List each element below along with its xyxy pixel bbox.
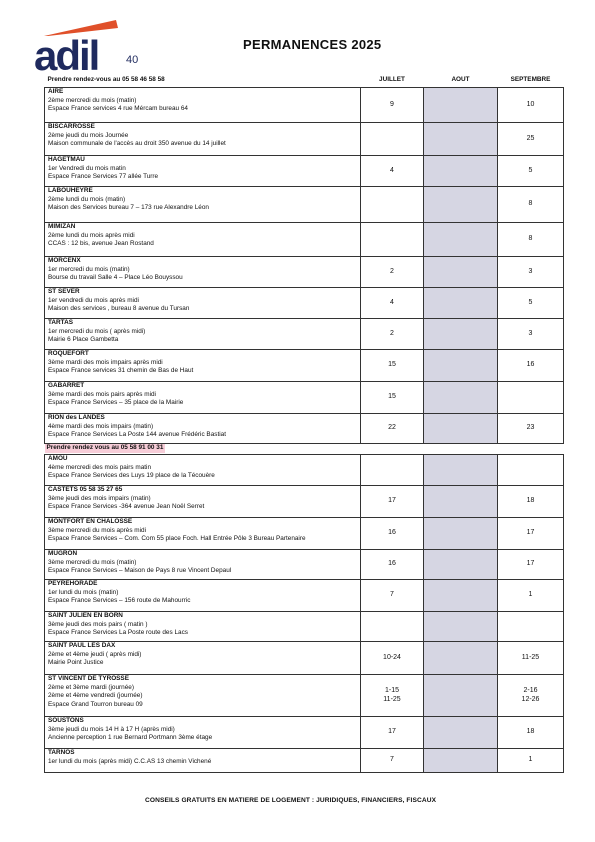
location-detail: 2ème et 4ème jeudi ( après midi) bbox=[48, 650, 142, 658]
aout-cell bbox=[424, 414, 498, 444]
logo-number: 40 bbox=[126, 54, 139, 66]
location-detail: 1er lundi du mois (après midi) C.C.AS 13 chemin Vichené bbox=[48, 757, 212, 765]
location-name: SAINT JULIEN EN BORN bbox=[48, 612, 123, 619]
location-name: MORCENX bbox=[48, 257, 81, 264]
location-detail: Espace France Services La Poste route des Lacs bbox=[48, 629, 188, 637]
location-detail: 3ème mardi des mois impairs après midi bbox=[48, 358, 163, 366]
juillet-value bbox=[361, 612, 424, 642]
location-cell bbox=[45, 717, 361, 749]
location-cell bbox=[45, 123, 361, 156]
col-septembre: SEPTEMBRE bbox=[498, 76, 564, 88]
juillet-value bbox=[361, 123, 424, 156]
page-title: PERMANENCES 2025 bbox=[243, 37, 382, 52]
septembre-value: 2-16 12-26 bbox=[498, 675, 564, 717]
aout-cell bbox=[424, 319, 498, 350]
septembre-value: 17 bbox=[498, 518, 564, 550]
table-row bbox=[45, 257, 564, 288]
juillet-value: 4 bbox=[361, 156, 424, 187]
col-aout: AOUT bbox=[424, 76, 498, 88]
location-detail: 3ème mardi des mois pairs après midi bbox=[48, 390, 156, 398]
septembre-value bbox=[498, 455, 564, 486]
aout-cell bbox=[424, 749, 498, 773]
location-name: MONTFORT EN CHALOSSE bbox=[48, 518, 133, 525]
juillet-value bbox=[361, 187, 424, 223]
location-detail: Mairie Point Justice bbox=[48, 659, 104, 667]
table-row bbox=[45, 486, 564, 518]
septembre-value: 16 bbox=[498, 350, 564, 382]
juillet-value: 10-24 bbox=[361, 642, 424, 675]
table-header bbox=[45, 76, 564, 88]
location-cell bbox=[45, 642, 361, 675]
logo-text: adil bbox=[34, 32, 99, 79]
septembre-value bbox=[498, 612, 564, 642]
location-name: ST SEVER bbox=[48, 288, 80, 295]
location-name: MIMIZAN bbox=[48, 223, 76, 230]
location-detail: Maison communale de l'accès au droit 350 avenue du 14 juillet bbox=[48, 140, 226, 148]
location-detail: Espace France Services La Poste 144 avenue Frédéric Bastiat bbox=[48, 431, 226, 439]
location-cell bbox=[45, 223, 361, 257]
table-row bbox=[45, 350, 564, 382]
juillet-value: 17 bbox=[361, 717, 424, 749]
phone-separator-row bbox=[45, 444, 564, 455]
phone-header: Prendre rendez-vous au 05 58 46 58 58 bbox=[45, 76, 361, 88]
juillet-value: 7 bbox=[361, 580, 424, 612]
aout-cell bbox=[424, 675, 498, 717]
location-name: SOUSTONS bbox=[48, 717, 84, 724]
location-name: PEYREHORADE bbox=[48, 580, 98, 587]
table-row bbox=[45, 518, 564, 550]
septembre-value: 3 bbox=[498, 319, 564, 350]
juillet-value: 15 bbox=[361, 350, 424, 382]
location-cell bbox=[45, 257, 361, 288]
location-cell bbox=[45, 675, 361, 717]
location-name: MUGRON bbox=[48, 550, 78, 557]
septembre-value: 3 bbox=[498, 257, 564, 288]
location-detail: Espace France Services – Maison de Pays 8 rue Vincent Depaul bbox=[48, 567, 232, 575]
septembre-value: 18 bbox=[498, 486, 564, 518]
juillet-value: 2 bbox=[361, 319, 424, 350]
aout-cell bbox=[424, 187, 498, 223]
aout-cell bbox=[424, 88, 498, 123]
location-name: RION des LANDES bbox=[48, 414, 105, 421]
aout-cell bbox=[424, 642, 498, 675]
table-row bbox=[45, 455, 564, 486]
location-detail: 3ème jeudi du mois 14 H à 17 H (après midi) bbox=[48, 725, 175, 733]
location-detail: 1er mercredi du mois ( après midi) bbox=[48, 327, 146, 335]
location-detail: 2ème et 3ème mardi (journée) bbox=[48, 683, 134, 691]
septembre-value: 5 bbox=[498, 288, 564, 319]
location-detail: 3ème mercredi du mois (matin) bbox=[48, 558, 137, 566]
juillet-value: 16 bbox=[361, 518, 424, 550]
footer-note: CONSEILS GRATUITS EN MATIERE DE LOGEMENT : JURIDIQUES, FINANCIERS, FISCAUX bbox=[145, 797, 437, 804]
location-detail: 1er lundi du mois (matin) bbox=[48, 588, 119, 596]
location-cell bbox=[45, 414, 361, 444]
location-detail: 4ème mardi des mois impairs (matin) bbox=[48, 422, 154, 430]
aout-cell bbox=[424, 717, 498, 749]
septembre-value: 23 bbox=[498, 414, 564, 444]
location-cell bbox=[45, 88, 361, 123]
table-row bbox=[45, 717, 564, 749]
location-cell bbox=[45, 156, 361, 187]
aout-cell bbox=[424, 223, 498, 257]
location-detail: Espace France Services -364 avenue Jean Noël Serret bbox=[48, 503, 205, 511]
location-detail: Espace France services 31 chemin de Bas de Haut bbox=[48, 367, 194, 375]
location-cell bbox=[45, 288, 361, 319]
location-cell bbox=[45, 612, 361, 642]
septembre-value: 11-25 bbox=[498, 642, 564, 675]
location-detail: Espace France Services – 156 route de Mahourric bbox=[48, 597, 191, 605]
aout-cell bbox=[424, 612, 498, 642]
juillet-value: 22 bbox=[361, 414, 424, 444]
location-detail: Maison des Services bureau 7 – 173 rue Alexandre Léon bbox=[48, 204, 209, 212]
location-cell bbox=[45, 749, 361, 773]
juillet-value: 7 bbox=[361, 749, 424, 773]
location-detail: Espace Grand Tourron bureau 09 bbox=[48, 700, 143, 708]
location-detail: 2ème lundi du mois après midi bbox=[48, 231, 135, 239]
table-row bbox=[45, 550, 564, 580]
table-row bbox=[45, 319, 564, 350]
septembre-value bbox=[498, 382, 564, 414]
juillet-value: 1-15 11-25 bbox=[361, 675, 424, 717]
location-cell bbox=[45, 580, 361, 612]
septembre-value: 5 bbox=[498, 156, 564, 187]
location-detail: Espace France services 4 rue Mércam bureau 64 bbox=[48, 105, 188, 113]
table-row bbox=[45, 223, 564, 257]
location-name: GABARRET bbox=[48, 382, 85, 389]
septembre-value: 18 bbox=[498, 717, 564, 749]
location-name: LABOUHEYRE bbox=[48, 187, 93, 194]
location-detail: Bourse du travail Salle 4 – Place Léo Bouyssou bbox=[48, 274, 183, 282]
location-detail: Mairie 6 Place Gambetta bbox=[48, 336, 119, 344]
location-cell bbox=[45, 382, 361, 414]
septembre-value: 10 bbox=[498, 88, 564, 123]
location-detail: 2ème mercredi du mois (matin) bbox=[48, 96, 137, 104]
table-row bbox=[45, 382, 564, 414]
aout-cell bbox=[424, 257, 498, 288]
location-detail: CCAS : 12 bis, avenue Jean Rostand bbox=[48, 240, 154, 248]
aout-cell bbox=[424, 288, 498, 319]
col-juillet: JUILLET bbox=[361, 76, 424, 88]
location-detail: Espace France Services – 35 place de la Mairie bbox=[48, 399, 184, 407]
table-row bbox=[45, 612, 564, 642]
location-detail: Espace France Services 77 allée Turre bbox=[48, 173, 159, 181]
location-name: HAGETMAU bbox=[48, 156, 85, 163]
table-row bbox=[45, 675, 564, 717]
table-row bbox=[45, 749, 564, 773]
juillet-value: 9 bbox=[361, 88, 424, 123]
location-detail: 2ème lundi du mois (matin) bbox=[48, 195, 126, 203]
septembre-value: 8 bbox=[498, 187, 564, 223]
table-row bbox=[45, 156, 564, 187]
juillet-value bbox=[361, 455, 424, 486]
location-detail: 2ème jeudi du mois Journée bbox=[48, 131, 129, 139]
location-detail: Maison des services , bureau 8 avenue du Tursan bbox=[48, 305, 190, 313]
juillet-value: 15 bbox=[361, 382, 424, 414]
location-name: TARTAS bbox=[48, 319, 73, 326]
location-detail: 2ème et 4ème vendredi (journée) bbox=[48, 692, 143, 700]
location-name: CASTETS 05 58 35 27 65 bbox=[48, 486, 123, 493]
septembre-value: 25 bbox=[498, 123, 564, 156]
location-cell bbox=[45, 550, 361, 580]
aout-cell bbox=[424, 455, 498, 486]
aout-cell bbox=[424, 156, 498, 187]
juillet-value: 16 bbox=[361, 550, 424, 580]
location-name: AMOU bbox=[48, 455, 68, 462]
location-name: ST VINCENT DE TYROSSE bbox=[48, 675, 129, 682]
adil-logo bbox=[34, 18, 139, 79]
location-cell bbox=[45, 518, 361, 550]
location-name: SAINT PAUL LES DAX bbox=[48, 642, 116, 649]
aout-cell bbox=[424, 518, 498, 550]
location-detail: 1er mercredi du mois (matin) bbox=[48, 265, 130, 273]
location-detail: 3ème jeudi des mois impairs (matin) bbox=[48, 494, 151, 502]
location-name: AIRE bbox=[48, 88, 64, 95]
location-detail: Espace France Services – Com. Com 55 place Foch. Hall Entrée Pôle 3 Bureau Partenaire bbox=[48, 535, 306, 543]
table-row bbox=[45, 88, 564, 123]
location-cell bbox=[45, 350, 361, 382]
table-row bbox=[45, 414, 564, 444]
table-row bbox=[45, 288, 564, 319]
location-cell bbox=[45, 455, 361, 486]
phone-separator-cell bbox=[45, 444, 564, 455]
septembre-value: 8 bbox=[498, 223, 564, 257]
location-detail: 4ème mercredi des mois pairs matin bbox=[48, 463, 151, 471]
aout-cell bbox=[424, 550, 498, 580]
phone-highlight: Prendre rendez vous au 05 58 91 00 31 bbox=[46, 444, 164, 451]
location-cell bbox=[45, 319, 361, 350]
location-detail: 1er Vendredi du mois matin bbox=[48, 164, 126, 172]
schedule-table bbox=[44, 76, 564, 773]
juillet-value: 2 bbox=[361, 257, 424, 288]
location-detail: Ancienne perception 1 rue Bernard Portmann 3ème étage bbox=[48, 734, 213, 742]
table-row bbox=[45, 123, 564, 156]
location-detail: 3ème jeudi des mois pairs ( matin ) bbox=[48, 620, 148, 628]
aout-cell bbox=[424, 123, 498, 156]
location-name: TARNOS bbox=[48, 749, 75, 756]
table-row bbox=[45, 187, 564, 223]
septembre-value: 17 bbox=[498, 550, 564, 580]
juillet-value bbox=[361, 223, 424, 257]
septembre-value: 1 bbox=[498, 749, 564, 773]
location-detail: 3ème mercredi du mois après midi bbox=[48, 526, 147, 534]
table-row bbox=[45, 642, 564, 675]
location-detail: 1er vendredi du mois après midi bbox=[48, 296, 139, 304]
aout-cell bbox=[424, 350, 498, 382]
table-row bbox=[45, 580, 564, 612]
aout-cell bbox=[424, 486, 498, 518]
aout-cell bbox=[424, 580, 498, 612]
juillet-value: 4 bbox=[361, 288, 424, 319]
location-name: BISCARROSSE bbox=[48, 123, 95, 130]
juillet-value: 17 bbox=[361, 486, 424, 518]
location-detail: Espace France Services des Luys 19 place de la Técouère bbox=[48, 472, 215, 480]
aout-cell bbox=[424, 382, 498, 414]
location-name: ROQUEFORT bbox=[48, 350, 89, 357]
location-cell bbox=[45, 486, 361, 518]
location-cell bbox=[45, 187, 361, 223]
septembre-value: 1 bbox=[498, 580, 564, 612]
